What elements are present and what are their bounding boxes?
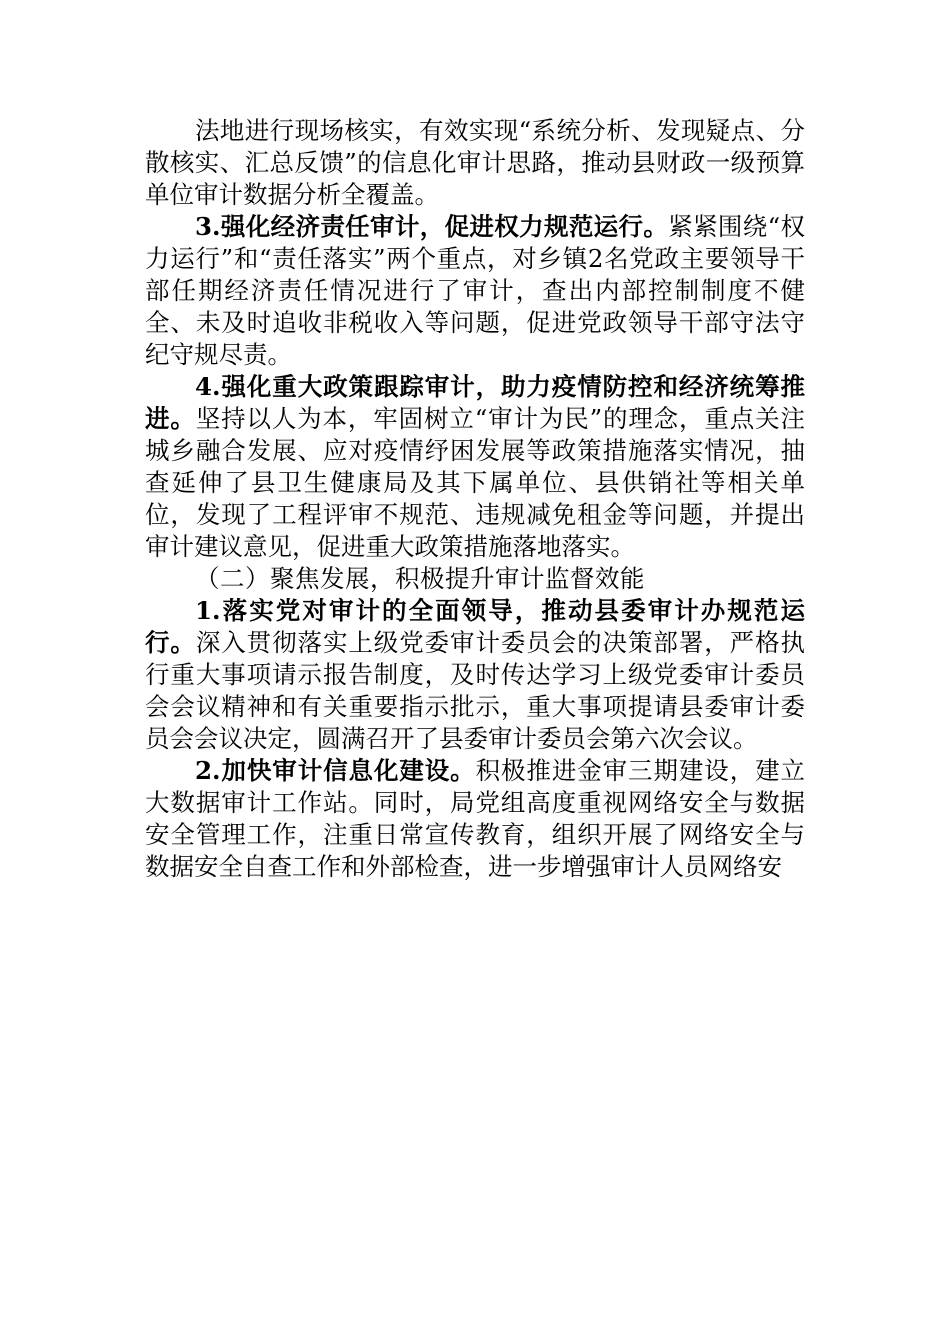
paragraph-text: 法地进行现场核实，有效实现“系统分析、发现疑点、分散核实、汇总反馈”的信息化审计思路，推动县财政一级预算单位审计数据分析全覆盖。 — [145, 116, 805, 209]
paragraph-text: 紧紧围绕“权力运行”和“责任落实”两个重点，对乡镇2名党政主要领导干部任期经济责任情况进行了审计，查出内部控制制度不健全、未及时追收非税收入等问题，促进党政领导干部守法守纪守规尽责。 — [145, 212, 805, 369]
paragraph-lead-heading: 1.落实党对审计的全面领导，推动县委审计办规范运行。 — [145, 596, 805, 657]
paragraph-major-policy-audit — [145, 371, 805, 563]
paragraph-text: 深入贯彻落实上级党委审计委员会的决策部署，严格执行重大事项请示报告制度，及时传达学习上级党委审计委员会会议精神和有关重要指示批示，重大事项提请县委审计委员会会议决定，圆满召开了县委审计委员会第六次会议。 — [145, 628, 806, 753]
paragraph-lead-heading: 2.加快审计信息化建设。 — [195, 756, 476, 785]
paragraph-economic-responsibility-audit — [145, 211, 805, 371]
paragraph-audit-informatization — [145, 755, 805, 883]
section-two-heading: （二）聚焦发展，积极提升审计监督效能 — [195, 564, 645, 593]
document-body — [145, 115, 805, 883]
paragraph-lead-heading: 3.强化经济责任审计，促进权力规范运行。 — [195, 212, 669, 241]
paragraph-text: 坚持以人为本，牢固树立“审计为民”的理念，重点关注城乡融合发展、应对疫情纾困发展等政策措施落实情况，抽查延伸了县卫生健康局及其下属单位、县供销社等相关单位，发现了工程评审不规范、违规减免租金等问题，并提出审计建议意见，促进重大政策措施落地落实。 — [145, 404, 805, 561]
paragraph-continuation — [145, 115, 805, 211]
paragraph-lead-heading: 4.强化重大政策跟踪审计，助力疫情防控和经济统筹推进。 — [145, 372, 805, 433]
paragraph-text: 积极推进金审三期建设，建立大数据审计工作站。同时，局党组高度重视网络安全与数据安全管理工作，注重日常宣传教育，组织开展了网络安全与数据安全自查工作和外部检查，进一步增强审计人员网络安 — [145, 756, 806, 881]
paragraph-party-leadership-audit — [145, 595, 805, 755]
